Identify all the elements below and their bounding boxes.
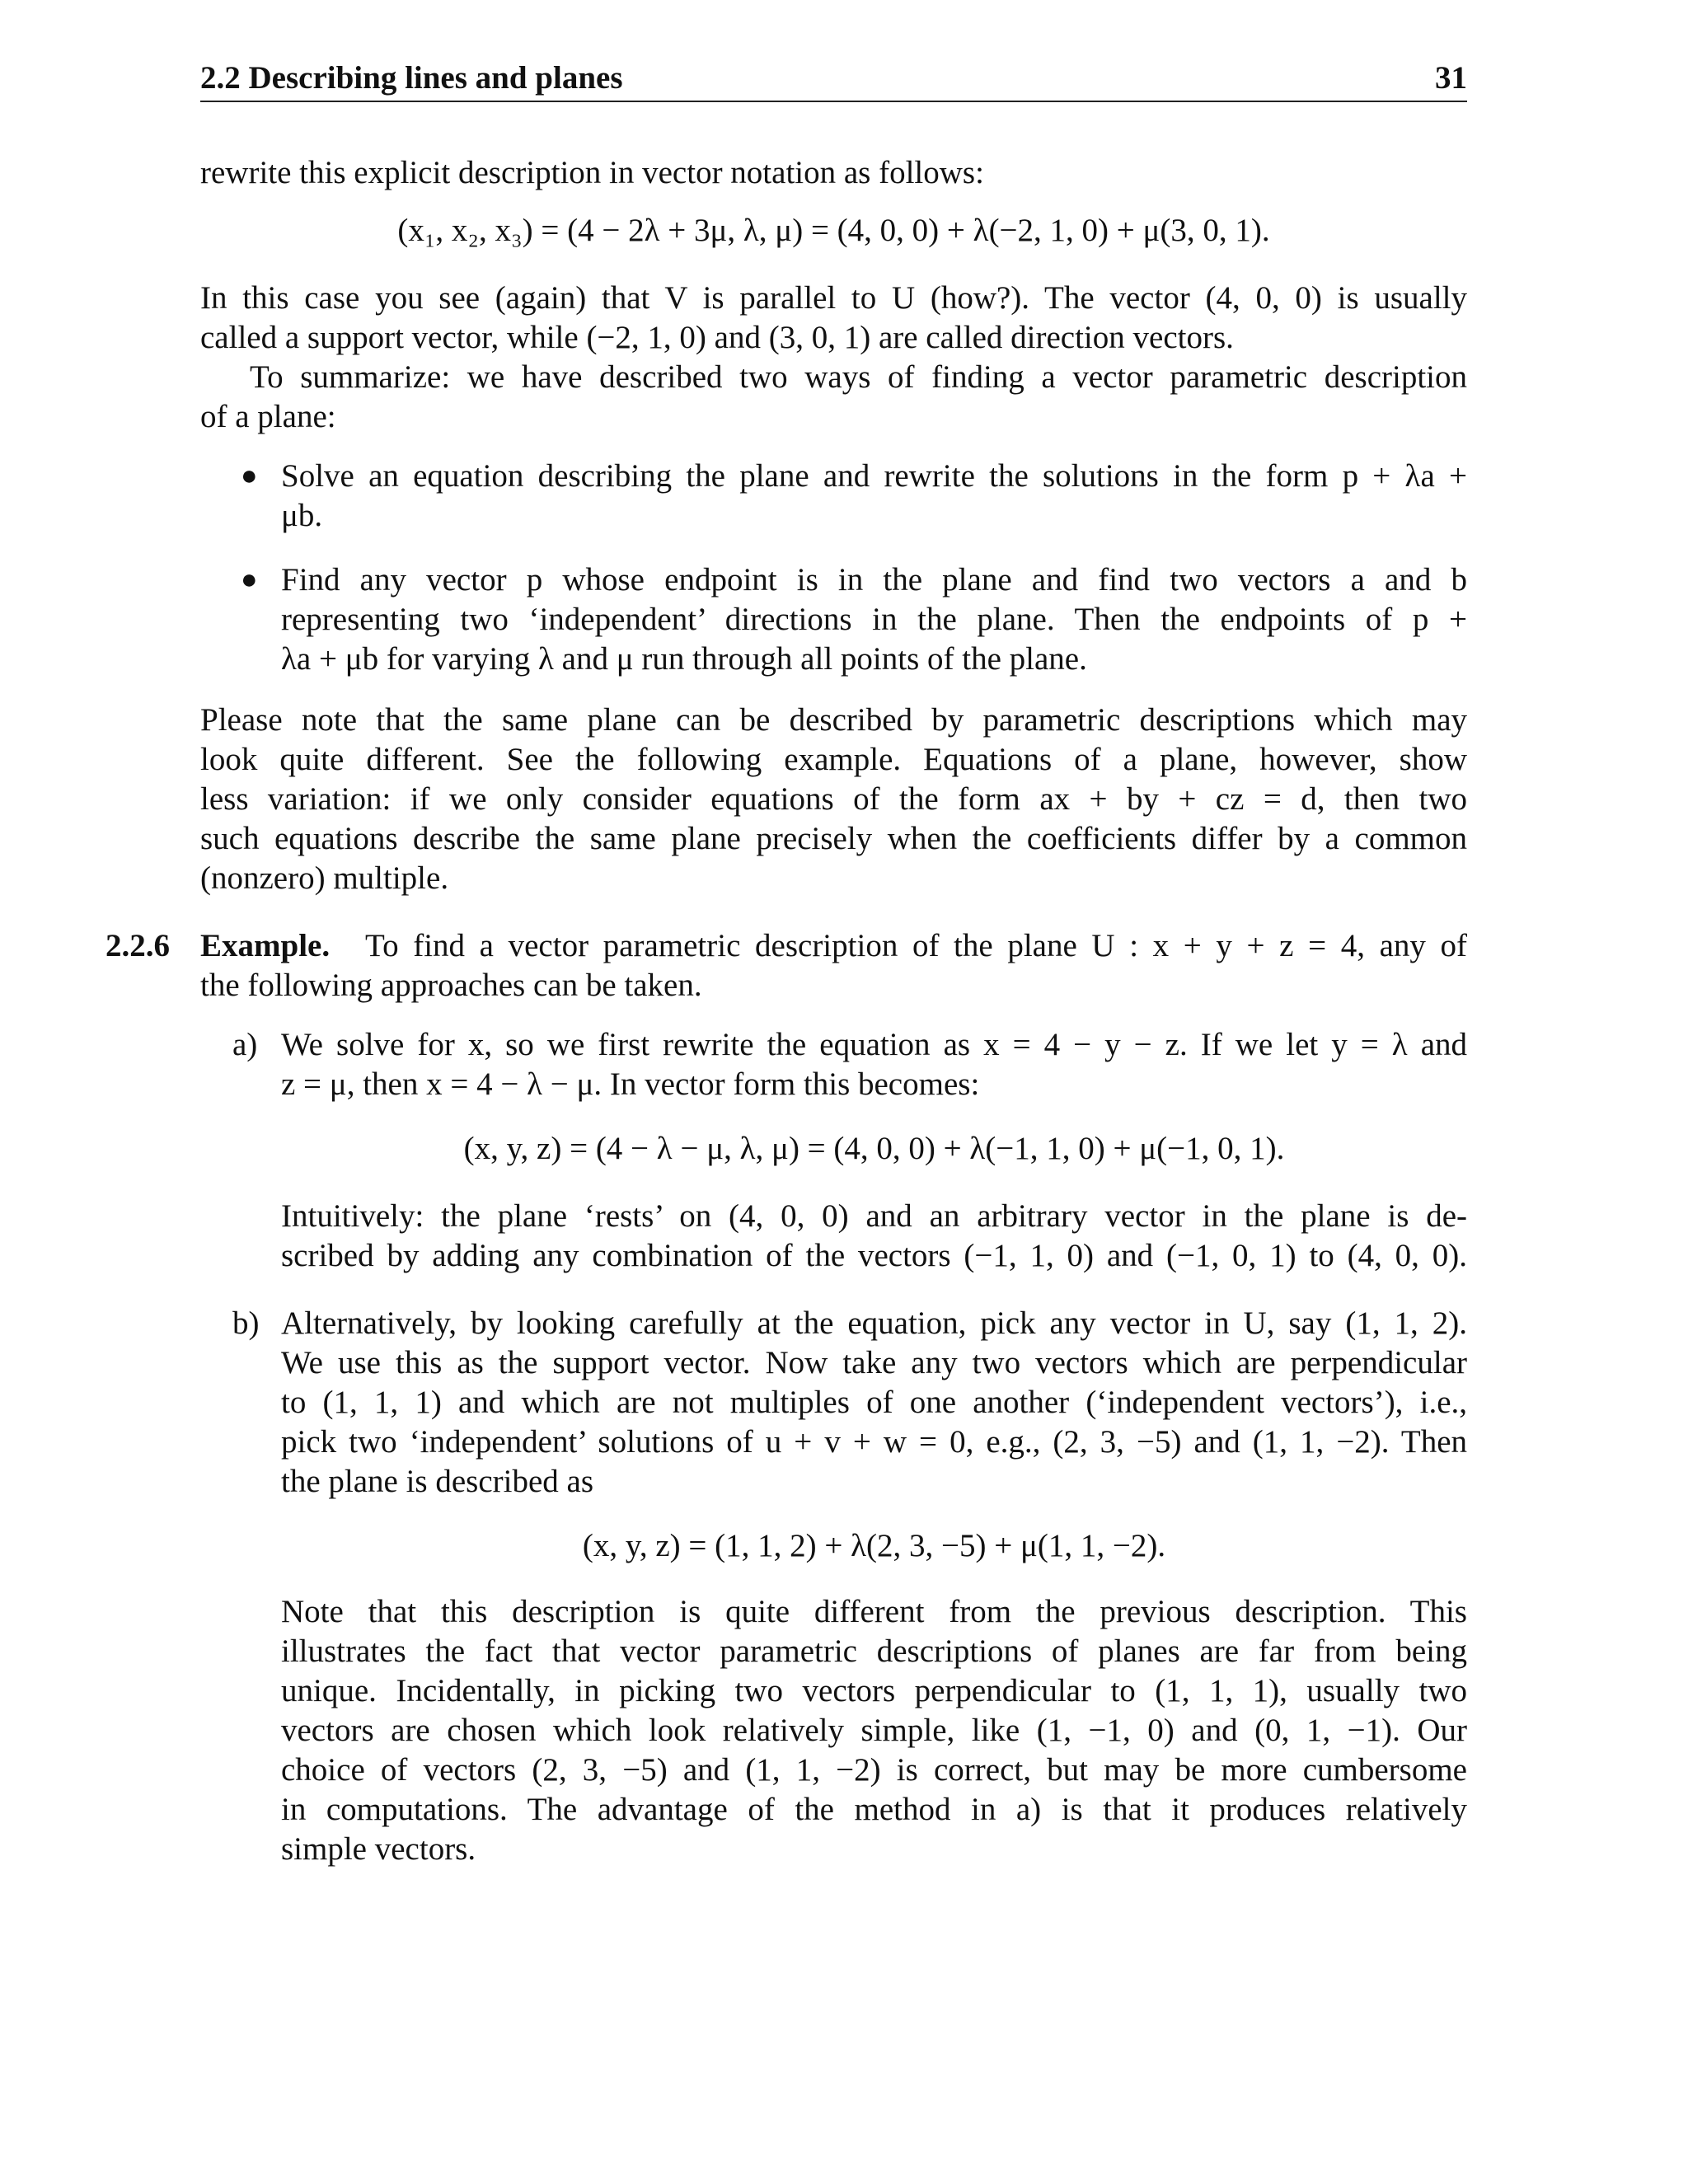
- bullet-icon: ●: [241, 461, 258, 491]
- text-line: (nonzero) multiple.: [200, 860, 449, 896]
- text-line: Please note that the same plane can be described by parametric descriptions which may: [200, 702, 1467, 738]
- text-line: We solve for x, so we first rewrite the equation as x = 4 − y − z. If we let y = λ and: [281, 1027, 1467, 1062]
- text-line: choice of vectors (2, 3, −5) and (1, 1, −2) is correct, but may be more cumbersome: [281, 1752, 1467, 1788]
- list-item: Find any vector p whose endpoint is in the plane and find two vectors a and b: [281, 562, 1467, 598]
- text-line: rewrite this explicit description in vector notation as follows:: [200, 155, 984, 190]
- text-line: scribed by adding any combination of the vectors (−1, 1, 0) and (−1, 0, 1) to (4, 0, 0).: [281, 1238, 1467, 1273]
- text-line: vectors are chosen which look relatively simple, like (1, −1, 0) and (0, 1, −1). Our: [281, 1713, 1467, 1748]
- text-line: z = μ, then x = 4 − λ − μ. In vector form this becomes:: [281, 1066, 980, 1102]
- text-line: In this case you see (again) that V is parallel to U (how?). The vector (4, 0, 0) is usually: [200, 280, 1467, 316]
- page-number: 31: [1435, 60, 1467, 96]
- text-line: to (1, 1, 1) and which are not multiples of one another (‘independent vectors’), i.e.,: [281, 1385, 1467, 1420]
- text-line: To find a vector parametric description of the plane U : x + y + z = 4, any of: [365, 928, 1467, 963]
- equation: (x, y, z) = (4 − λ − μ, λ, μ) = (4, 0, 0) + λ(−1, 1, 0) + μ(−1, 0, 1).: [463, 1131, 1285, 1166]
- text-line: unique. Incidentally, in picking two vectors perpendicular to (1, 1, 1), usually two: [281, 1673, 1467, 1708]
- text-line: To summarize: we have described two ways of finding a vector parametric description: [250, 359, 1467, 395]
- text-line: Note that this description is quite different from the previous description. This: [281, 1594, 1467, 1629]
- list-item: representing two ‘independent’ directions in the plane. Then the endpoints of p +: [281, 602, 1467, 637]
- text-line: We use this as the support vector. Now take any two vectors which are perpendicular: [281, 1345, 1467, 1380]
- text-line: the following approaches can be taken.: [200, 968, 702, 1003]
- text-line: illustrates the fact that vector parametric descriptions of planes are far from being: [281, 1633, 1467, 1669]
- text-line: less variation: if we only consider equations of the form ax + by + cz = d, then two: [200, 781, 1467, 817]
- item-label-a: a): [232, 1027, 258, 1062]
- equation: (x₁, x₂, x₃) = (4 − 2λ + 3μ, λ, μ) = (4, 0, 0) + λ(−2, 1, 0) + μ(3, 0, 1).: [397, 213, 1270, 248]
- list-item: μb.: [281, 498, 323, 533]
- list-item: Solve an equation describing the plane and rewrite the solutions in the form p + λa +: [281, 458, 1467, 494]
- text-line: of a plane:: [200, 399, 336, 434]
- text-line: simple vectors.: [281, 1831, 476, 1867]
- item-label-b: b): [232, 1305, 260, 1341]
- section-title: 2.2 Describing lines and planes: [200, 60, 623, 96]
- list-item: λa + μb for varying λ and μ run through all points of the plane.: [281, 641, 1087, 677]
- example-number: 2.2.6: [106, 928, 170, 963]
- text-line: Intuitively: the plane ‘rests’ on (4, 0, 0) and an arbitrary vector in the plane is de-: [281, 1198, 1467, 1234]
- text-line: such equations describe the same plane precisely when the coefficients differ by a common: [200, 821, 1467, 856]
- example-title: Example.: [200, 928, 331, 963]
- text-line: called a support vector, while (−2, 1, 0) and (3, 0, 1) are called direction vectors.: [200, 320, 1234, 355]
- text-line: look quite different. See the following example. Equations of a plane, however, show: [200, 742, 1467, 777]
- text-line: in computations. The advantage of the method in a) is that it produces relatively: [281, 1792, 1467, 1827]
- text-line: Alternatively, by looking carefully at the equation, pick any vector in U, say (1, 1, 2).: [281, 1305, 1467, 1341]
- running-header: [200, 56, 1467, 102]
- equation: (x, y, z) = (1, 1, 2) + λ(2, 3, −5) + μ(1, 1, −2).: [582, 1528, 1166, 1563]
- text-line: pick two ‘independent’ solutions of u + v + w = 0, e.g., (2, 3, −5) and (1, 1, −2). Then: [281, 1424, 1467, 1460]
- bullet-icon: ●: [241, 565, 258, 595]
- text-line: the plane is described as: [281, 1464, 594, 1499]
